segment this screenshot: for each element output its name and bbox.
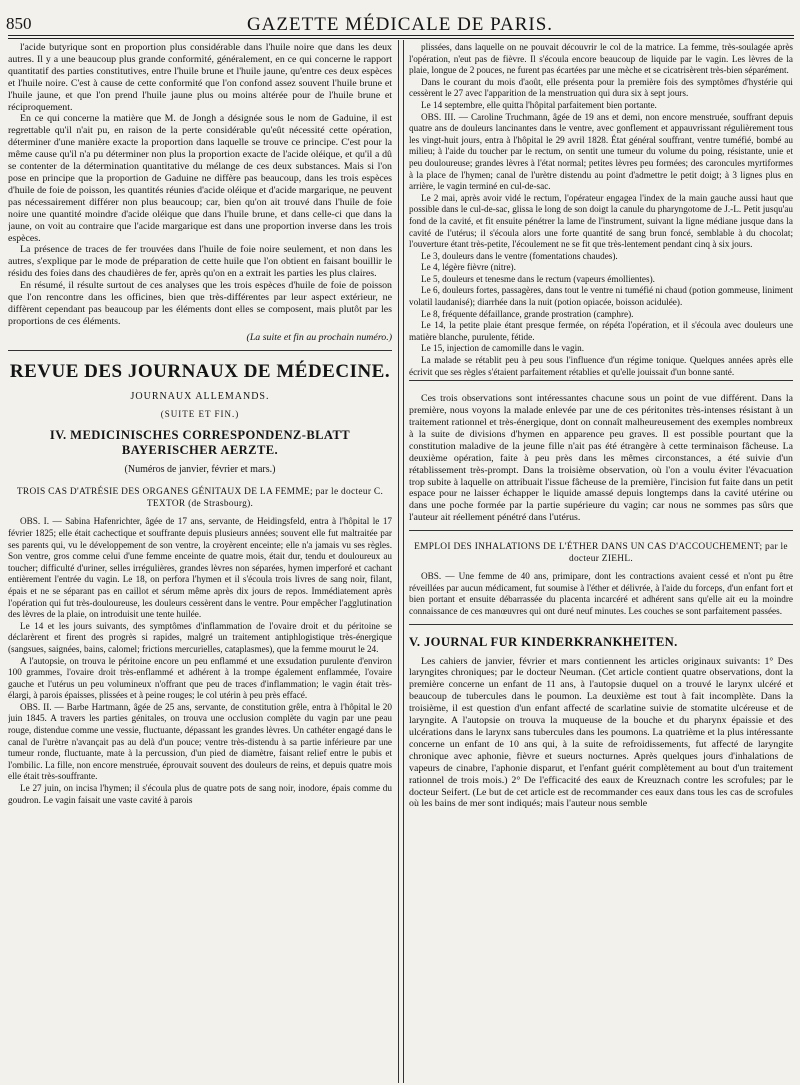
day-entry: Le 15, injection de camomille dans le vagin. xyxy=(421,343,585,354)
observation: OBS. I. — Sabina Hafenrichter, âgée de 17 ans, servante, de Heidingsfeld, entra à l'hôpital le 17 février 1825; elle était cachectique et souffrante depuis plusieurs années; souvent elle fut maltraitée par ses parents qui, vu le développement de son ventre, la croyèrent enceinte; elle n'a jamais vu ses règles. Son ventre, gros comme celui d'une femme enceinte de quatre mois, était dur, tendu et douloureux au toucher; difficulté d'uriner, selles irrégulières, grandes lèvres non séparées, hymen imperforé et cachant entièrement l'entrée du vagin. Le 18, on perfora l'hymen et il s'écoula trois livres de sang noir, filant, épais et ne se séparant pas en caillot et sérum même après dix jours de repos. Immédiatement après l'opération qui fut très-douloureuse, les douleurs cessèrent dans le ventre. Pour empêcher l'agglutination des lèvres de la plaie, on introduisit une tente huilée. xyxy=(8,516,392,620)
paragraph: l'acide butyrique sont en proportion plus considérable dans l'huile noire que dans les deux autres. Il y a une beaucoup plus grande conformité, généralement, en ce qui concerne le rapport quantitatif des parties constitutives, entre l'huile brune et l'huile jaune, qu'entre ces deux espèces et l'huile noire. C'est à cause de cette conformité que l'on confond assez souvent l'huile brune et l'huile jaune, et que l'on prend l'huile jaune plus ou moins altérée pour de l'huile brune et réciproquement. xyxy=(8,42,392,113)
journal-title: GAZETTE MÉDICALE DE PARIS. xyxy=(246,14,554,35)
header-rule xyxy=(8,35,794,39)
day-entry: Le 8, fréquente défaillance, grande prostration (camphre). xyxy=(421,308,634,319)
article-title: TROIS CAS D'ATRÉSIE DES ORGANES GÉNITAUX DE LA FEMME; par le docteur C. TEXTOR (de Strasbourg). xyxy=(16,487,384,510)
paragraph: Le 14 septembre, elle quitta l'hôpital parfaitement bien portante. xyxy=(421,99,657,110)
to-be-continued-note: (La suite et fin au prochain numéro.) xyxy=(246,331,392,343)
right-column xyxy=(409,42,793,1082)
day-entry: Le 3, douleurs dans le ventre (fomentations chaudes). xyxy=(421,250,618,261)
section-v-title: V. JOURNAL FUR KINDERKRANKHEITEN. xyxy=(409,634,678,649)
page-header xyxy=(0,2,800,35)
paragraph: plissées, dans laquelle on ne pouvait découvrir le col de la matrice. La femme, très-soulagée après l'opération, n'eut pas de fièvre. Il s'écoula encore beaucoup de liquide par le vagin. Les lèvres de la plaie, longue de 2 pouces, ne furent pas écartées par une mèche et se cicatrisèrent très-bien séparément. xyxy=(409,42,793,76)
commentary: Ces trois observations sont intéressantes chacune sous un point de vue différent. Dans la première, nous voyons la malade enlevée par une de ces péritonites très-intenses résistant à un traitement rationnel et très-énergique, dont on connaît malheureusement des exemples nombreux à la suite de divisions d'hymen en apparence peu graves. Il est possible pourtant que la constitution maladive de la jeune fille n'ait pas été étrangère à cette terminaison fâcheuse. La deuxième opération, faite à peu près dans les mêmes circonstances, a été suivie d'un rétablissement très-prompt. Dans la troisième observation, où l'on a voulu éviter l'évacuation trop subite à laquelle on attribuait l'issue fâcheuse de la première, l'incision fut faite dans un petit espace pour ne laisser échapper le liquide amassé depuis longtemps dans la cavité utérine ou dans une poche formée par la partie supérieure du vagin; car nous ne sommes pas sûrs que l'auteur ait réellement pénétré dans l'utérus. xyxy=(409,393,793,524)
paragraph: A l'autopsie, on trouva le péritoine encore un peu enflammé et une exsudation purulente d'environ 100 grammes, l'ovaire droit très-enflammé et adhérent à la trompe également enflammée, l'ovaire gauche et l'utérus un peu volumineux n'offrant que peu de traces d'inflammation; le vagin était très-élargi, à parois épaisses, plissées et à peine rouges; le col utérin à peu près effacé. xyxy=(8,655,392,701)
observation: OBS. — Une femme de 40 ans, primipare, dont les contractions avaient cessé et n'ont pu être réveillées par aucun médicament, fut soumise à l'éther et délivrée, à l'aide du forceps, d'un enfant fort et bien portant et ensuite débarrassée du placenta incarcéré et adhérent sans qu'elle ait eu la moindre connaissance de ces manœuvres qui ont duré neuf minutes. Les couches se sont parfaitement passées. xyxy=(409,571,793,616)
day-entry: Le 6, douleurs fortes, passagères, dans tout le ventre ni tuméfié ni chaud (potion gommeuse, liniment volatil laudanisé); diarrhée dans la nuit (potion opiacée, boisson acidulée). xyxy=(409,285,793,308)
section-iv-title: IV. MEDICINISCHES CORRESPONDENZ-BLATT BAYERISCHER AERZTE. xyxy=(49,428,351,458)
paragraph: La malade se rétablit peu à peu sous l'influence d'un régime tonique. Quelques années après elle écrivit que ses règles s'étaient parfaitement rétablies et qu'elle jouissait d'un bonne santé. xyxy=(409,355,793,377)
observation: OBS. III. — Caroline Truchmann, âgée de 19 ans et demi, non encore menstruée, souffrant depuis quatre ans de douleurs lancinantes dans le ventre, avec gonflement et appauvrissant régulièrement tous les vingt-huit jours, entra à l'hôpital le 29 avril 1828. État général souffrant, ventre tuméfié, bombé au milieu; à l'aide du toucher par le rectum, on sentit une tumeur du volume du poing, résistante, unie et peu douloureuse; grandes lèvres à l'état normal; petites lèvres peu formées; des caroncules myrtiformes à la place de l'hymen; canal de l'urètre distendu au point d'admettre le petit doigt; à 3 lignes plus en arrière, le vagin terminé en cul-de-sac. xyxy=(409,111,793,192)
paragraph: Le 14 et les jours suivants, des symptômes d'inflammation de l'ovaire droit et du péritoine se déclarèrent et firent des progrès si rapides, malgré un traitement antiphlogistique très-énergique (sangsues, saignées, bains, calomel; frictions mercurielles, cataplasmes), que la femme mourut le 24. xyxy=(8,620,392,654)
article-title: EMPLOI DES INHALATIONS DE L'ÉTHER DANS UN CAS D'ACCOUCHEMENT; par le docteur ZIEHL. xyxy=(414,542,788,565)
page-number: 850 xyxy=(6,14,32,33)
paragraph: En résumé, il résulte surtout de ces analyses que les trois espèces d'huile de foie de poisson que l'on rencontre dans les officines, bien que très-différentes par leur aspect extérieur, ne diffèrent cependant pas beaucoup par les éléments dont elles se composent, mais plutôt par les proportions de ces éléments. xyxy=(8,280,392,327)
section-divider xyxy=(409,380,793,381)
paragraph: Le 27 juin, on incisa l'hymen; il s'écoula plus de quatre pots de sang noir, inodore, épais comme du goudron. Le vagin faisait une vaste cavité à parois xyxy=(8,783,392,805)
paragraph: Dans le courant du mois d'août, elle présenta pour la première fois des symptômes d'hystérie qui cessèrent le 27 avec l'apparition de la menstruation qui dura six à sept jours. xyxy=(409,76,793,99)
section-divider xyxy=(8,350,392,351)
issue-numbers: (Numéros de janvier, février et mars.) xyxy=(124,464,276,476)
section-divider xyxy=(409,530,793,531)
column-divider xyxy=(398,40,404,1083)
day-entry: Le 4, légère fièvre (nitre). xyxy=(421,262,516,273)
journaux-subtitle: JOURNAUX ALLEMANDS. xyxy=(130,390,270,402)
revue-title: REVUE DES JOURNAUX DE MÉDECINE. xyxy=(9,360,391,382)
suite-subtitle: (SUITE ET FIN.) xyxy=(160,408,240,419)
section-divider xyxy=(409,624,793,625)
day-entry: Le 5, douleurs et tenesme dans le rectum (vapeurs émollientes). xyxy=(421,273,655,284)
left-column xyxy=(8,42,392,1082)
paragraph: Les cahiers de janvier, février et mars contiennent les articles originaux suivants: 1° Des laryngites chroniques; par le docteur Neuman. (Cet article contient quatre observations, dont la première concerne un enfant de 11 ans, à l'autopsie duquel on a trouvé le larynx ulcéré et beaucoup de tubercules dans le poumon. La deuxième est tout à fait incomplète. Dans la troisième, il est question d'un enfant affecté de scarlatine suivie de stomatite ulcéreuse et de laryngite. A l'autopsie on trouva la muqueuse de la bouche et du pharynx épaissie et des ulcérations dans le larynx sans tubercules dans les poumons. La quatrième et la plus intéressante concerne un enfant de 10 ans qui, à la suite de refroidissements, fut affecté de laryngite chronique avec aphonie, fièvre et sueurs nocturnes. Après quelques jours d'inhalations de vapeurs de cinabre, l'aphonie disparut, et l'enfant guérit complètement au bout d'un traitement rationnel de trois mois.) 2° De l'efficacité des eaux de Kreuznach contre les scrofules; par le docteur Seifert. (Le but de cet article est de recommander ces eaux dans tous les cas de scrofules où les bains de mer sont indiqués; mais l'auteur nous semble xyxy=(409,655,793,810)
paragraph: En ce qui concerne la matière que M. de Jongh a désignée sous le nom de Gaduine, il est regrettable qu'il n'ait pu, en raison de la perte considérable qu'eût nécessité cette opération, déterminer d'une manière exacte la proportion dans laquelle se trouve ce principe. C'est pour la même cause qu'il n'a pu déterminer non plus la proportion exacte de l'acide oléique, et qu'il a dû se contenter de la détermination quantitative du mélange de ces deux substances. Mais si l'on pose en principe que la proportion de Gaduine ne diffère pas beaucoup, dans les trois espèces d'huile de foie de poisson, les quantités réunies d'acide oléique et d'acide margarique, ne peuvent pas nécessairement différer non plus beaucoup; car, bien qu'on ait trouvé dans l'huile de foie noire une quantité moindre d'acide oléique que dans l'huile brune, et dans celle-ci que dans la jaune, on voit au contraire que l'acide margarique est dans une proportion inverse dans les trois espèces. xyxy=(8,113,392,244)
paragraph: La présence de traces de fer trouvées dans l'huile de foie noire seulement, et non dans les autres, s'explique par le mode de préparation de cette huile que l'on obtient en faisant bouillir le résidu des foies dans des chaudières de fer, après qu'on en a extrait les parties les plus claires. xyxy=(8,244,392,280)
day-entry: Le 14, la petite plaie étant presque fermée, on répéta l'opération, et il s'écoula avec douleurs une matière blanche, purulente, fétide. xyxy=(409,320,793,342)
paragraph: Le 2 mai, après avoir vidé le rectum, l'opérateur engagea l'index de la main gauche aussi haut que possible dans le cul-de-sac, glissa le long de son doigt la canule du pharyngotome de J.-L. Petit jusqu'au fond de la cavité, et fit ensuite pénétrer la lame de l'instrument, suivant la ligne médiane jusque dans la cavité de l'utérus; il s'écoula alors une forte quantité de sang brun foncé, semblable à du chocolat; l'ouverture étant très-petite, l'écoulement ne se fit que très-lentement pendant cinq à six jours. xyxy=(409,192,793,250)
observation: OBS. II. — Barbe Hartmann, âgée de 25 ans, servante, de constitution grêle, entra à l'hôpital le 20 juin 1845. A travers les parties génitales, on trouva une occlusion complète du vagin par une peau rouge, distendue comme une vessie, fluctuante, dépassant les grandes lèvres. Un cathéter engagé dans le canal de l'urètre n'avançait pas au delà d'un pouce; ventre très-distendu à sa partie inférieure par une tumeur ronde, fluctuante, mate à la percussion, d'un pied de diamètre, faisant relief entre le pubis et l'ombilic. La fille, non encore menstruée, éprouvait souvent des douleurs de reins, et depuis quatre mois elle était très-souffrante. xyxy=(8,701,392,782)
